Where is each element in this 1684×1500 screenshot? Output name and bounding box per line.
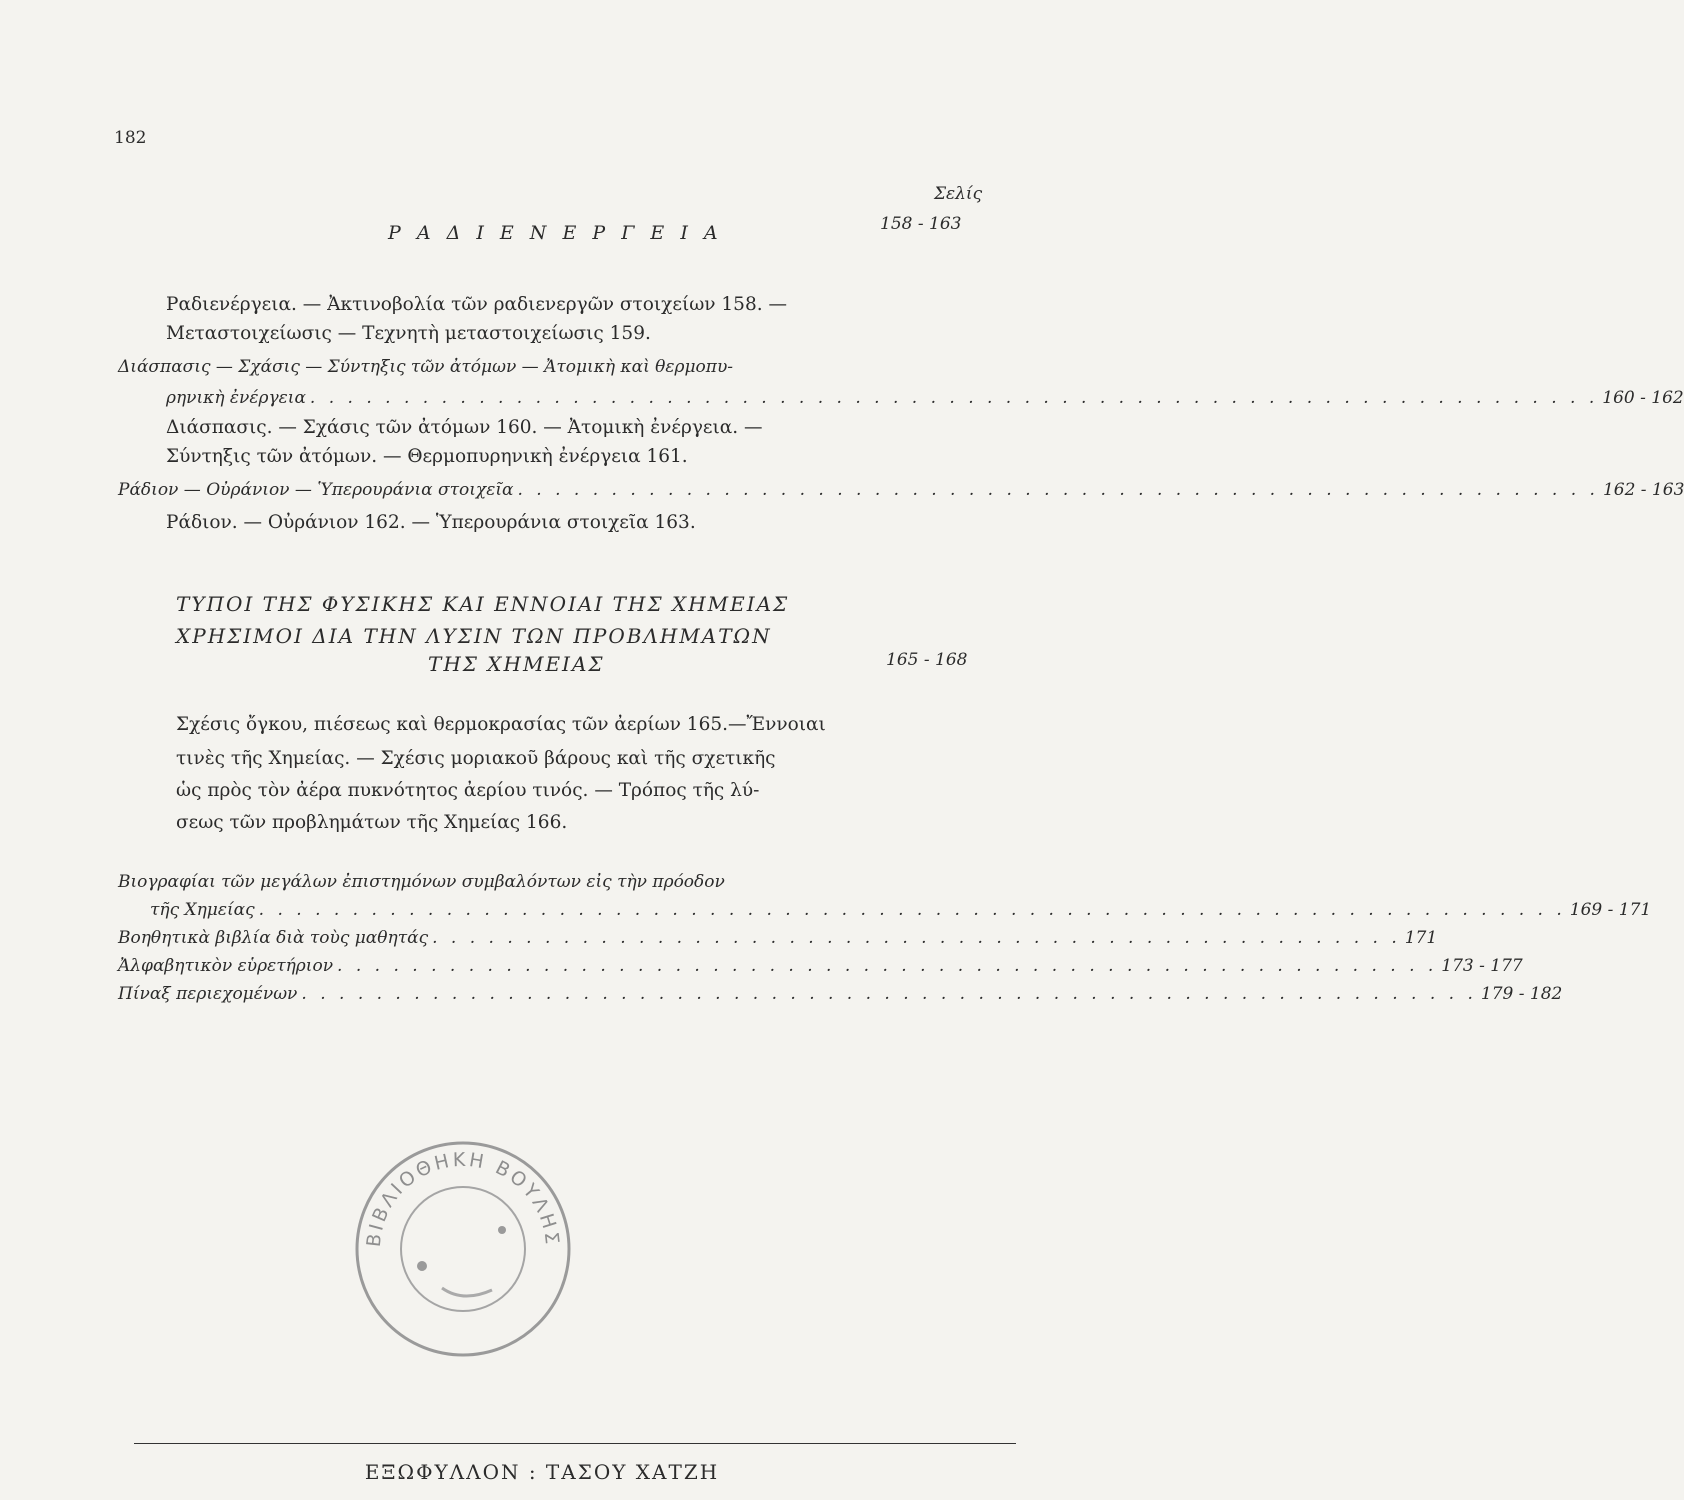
dot-leader: . . . . . . . . . . . . . . . . . . . . . . . . . . . . . . . . . . . . . . . . . . . . . . . . . . . . . . . . . . . . . . . . . . . . . — [309, 388, 1599, 408]
entry-line: Διάσπασις. — Σχάσις τῶν ἀτόμων 160. — Ἀτομικὴ ἐνέργεια. — — [166, 417, 763, 438]
dot-leader: . . . . . . . . . . . . . . . . . . . . . . . . . . . . . . . . . . . . . . . . . . . . . . . . . . . . . . . . . . . . . . . — [301, 984, 1477, 1004]
end-entry-row — [150, 900, 1652, 920]
end-entry-row — [118, 928, 1438, 948]
svg-text:ΒΙΒΛΙΟΘΗΚΗ ΒΟΥΛΗΣ — [363, 1149, 563, 1248]
end-entry-row — [118, 984, 1563, 1004]
entry-line: Σχέσις ὄγκου, πιέσεως καὶ θερμοκρασίας τῶν ἀερίων 165.—Ἔννοιαι — [176, 714, 826, 735]
end-entry-label: Βοηθητικὰ βιβλία διὰ τοὺς μαθητάς — [118, 928, 429, 948]
section-title-line: ΧΡΗΣΙΜΟΙ ΔΙΑ ΤΗΝ ΛΥΣΙΝ ΤΩΝ ΠΡΟΒΛΗΜΑΤΩΝ — [176, 624, 772, 648]
section-title-radioactivity: Ρ Α Δ Ι Ε Ν Ε Ρ Γ Ε Ι Α — [388, 222, 723, 244]
subsection-heading-row — [118, 480, 1684, 500]
entry-line: Ραδιενέργεια. — Ἀκτινοβολία τῶν ραδιενεργῶν στοιχείων 158. — — [166, 294, 787, 315]
dot-leader: . . . . . . . . . . . . . . . . . . . . . . . . . . . . . . . . . . . . . . . . . . . . . . . . . . . . . . . . . . — [517, 480, 1599, 500]
subsection-heading: Ράδιον — Οὐράνιον — Ὑπερουράνια στοιχεῖα — [118, 480, 514, 500]
entry-line: τινὲς τῆς Χημείας. — Σχέσις μοριακοῦ βάρους καὶ τῆς σχετικῆς — [176, 748, 776, 769]
library-stamp — [352, 1138, 574, 1360]
subsection-heading-row — [166, 388, 1684, 408]
footer-rule — [134, 1443, 1016, 1444]
end-entry-heading: Βιογραφίαι τῶν μεγάλων ἐπιστημόνων συμβαλόντων εἰς τὴν πρόοδον — [118, 872, 725, 892]
section-title-line: ΤΗΣ ΧΗΜΕΙΑΣ — [428, 652, 605, 676]
end-entry-pages: 179 - 182 — [1480, 984, 1563, 1004]
page-column-label: Σελίς — [934, 184, 983, 204]
entry-line: ὡς πρὸς τὸν ἀέρα πυκνότητος ἀερίου τινός. — Τρόπος τῆς λύ- — [176, 780, 760, 801]
entry-line: Σύντηξις τῶν ἀτόμων. — Θερμοπυρηνικὴ ἐνέργεια 161. — [166, 446, 688, 467]
section-pages: 165 - 168 — [886, 650, 968, 670]
subsection-pages: 162 - 163 — [1602, 480, 1684, 500]
end-entry-label: Ἀλφαβητικὸν εὑρετήριον — [118, 956, 334, 976]
end-entry-pages: 169 - 171 — [1569, 900, 1652, 920]
end-entry-label: Πίναξ περιεχομένων — [118, 984, 298, 1004]
entry-line: Ράδιον. — Οὐράνιον 162. — Ὑπερουράνια στοιχεῖα 163. — [166, 512, 696, 533]
end-entry-pages: 171 — [1404, 928, 1438, 948]
end-entry-pages: 173 - 177 — [1441, 956, 1523, 976]
dot-leader: . . . . . . . . . . . . . . . . . . . . . . . . . . . . . . . . . . . . . . . . . . . . . . . . . . . . . . . . . . . — [337, 956, 1438, 976]
stamp-text: ΒΙΒΛΙΟΘΗΚΗ ΒΟΥΛΗΣ — [362, 1148, 564, 1249]
subsection-pages: 160 - 162 — [1602, 388, 1684, 408]
page-number: 182 — [114, 128, 147, 148]
entry-line: Μεταστοιχείωσις — Τεχνητὴ μεταστοιχείωσις 159. — [166, 323, 651, 344]
entry-line: σεως τῶν προβλημάτων τῆς Χημείας 166. — [176, 812, 568, 833]
cover-credit: ΕΞΩΦΥΛΛΟΝ : ΤΑΣΟΥ ΧΑΤΖΗ — [364, 1460, 720, 1484]
end-entry-row — [118, 956, 1523, 976]
section-title-line: ΤΥΠΟΙ ΤΗΣ ΦΥΣΙΚΗΣ ΚΑΙ ΕΝΝΟΙΑΙ ΤΗΣ ΧΗΜΕΙΑΣ — [176, 592, 790, 616]
section-pages: 158 - 163 — [880, 214, 962, 234]
dot-leader: . . . . . . . . . . . . . . . . . . . . . . . . . . . . . . . . . . . . . . . . . . . . . . . . . . . . — [432, 928, 1401, 948]
subsection-heading-cont: ρηνικὴ ἐνέργεια — [166, 388, 306, 408]
dot-leader: . . . . . . . . . . . . . . . . . . . . . . . . . . . . . . . . . . . . . . . . . . . . . . . . . . . . . . . . . . . . . . . . . . . . . . — [258, 900, 1566, 920]
subsection-heading: Διάσπασις — Σχάσις — Σύντηξις τῶν ἀτόμων — Ἀτομικὴ καὶ θερμοπυ- — [118, 357, 734, 377]
end-entry-label: τῆς Χημείας — [150, 900, 255, 920]
